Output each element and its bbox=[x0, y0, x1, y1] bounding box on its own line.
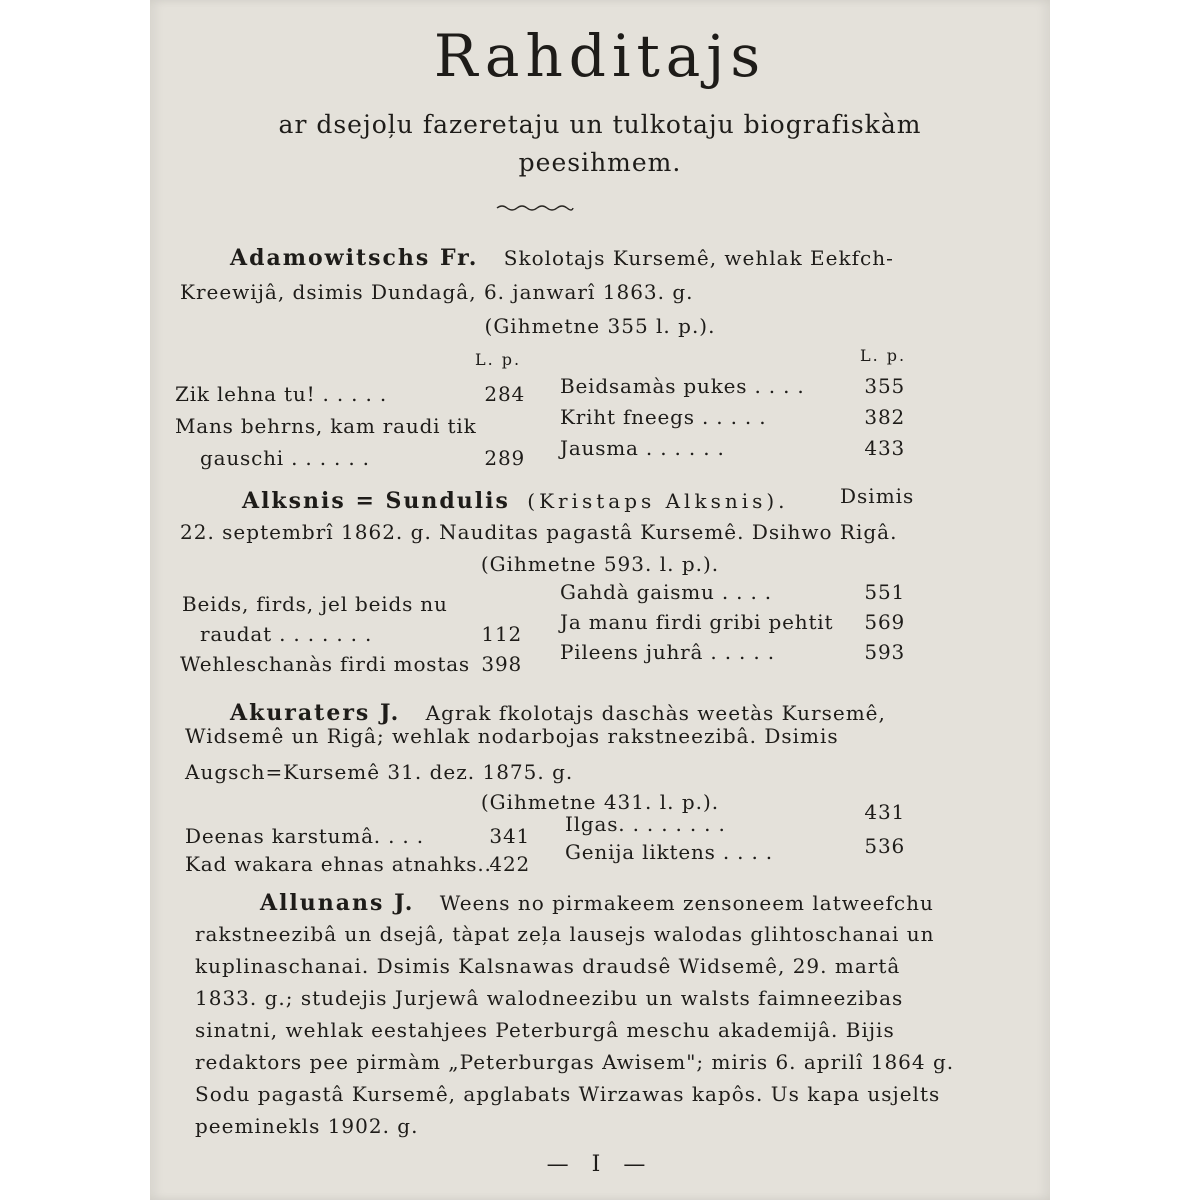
toc-entry[interactable] bbox=[200, 446, 525, 470]
entry-title: Beids, firds, jel beids nu bbox=[182, 592, 448, 616]
bio-text: Skolotajs Kursemê, wehlak Eekfch- bbox=[503, 246, 894, 270]
author-name-allunans: Allunans J. bbox=[260, 890, 415, 916]
bio-text: rakstneezibâ un dsejâ, tàpat zeļa lausejs walodas glihtoschanai un bbox=[195, 922, 935, 946]
toc-entry[interactable] bbox=[180, 652, 522, 676]
entry-page: 433 bbox=[864, 436, 905, 460]
entry-page: 398 bbox=[481, 652, 522, 676]
bio-text: Augsch=Kursemê 31. dez. 1875. g. bbox=[185, 760, 574, 784]
entry-title: Beidsamàs pukes . . . . bbox=[560, 374, 805, 398]
entry-page: 551 bbox=[864, 580, 905, 604]
bio-text: Dsimis bbox=[840, 484, 915, 508]
toc-entry[interactable] bbox=[200, 622, 522, 646]
entry-title: Ja manu firdi gribi pehtit bbox=[560, 610, 834, 634]
bio-text: peeminekls 1902. g. bbox=[195, 1114, 419, 1138]
entry-title: Wehleschanàs firdi mostas bbox=[180, 652, 470, 676]
toc-entry[interactable] bbox=[560, 436, 905, 460]
reference-text: (Gihmetne 355 l. p.). bbox=[484, 314, 716, 338]
entry-title: Zik lehna tu! . . . . . bbox=[175, 382, 387, 406]
subtitle-line-1: ar dsejoļu fazeretaju un tulkotaju biografiskàm bbox=[278, 110, 922, 139]
entry-page: 289 bbox=[484, 446, 525, 470]
reference-text: (Gihmetne 593. l. p.). bbox=[480, 552, 720, 576]
entry-page: 569 bbox=[864, 610, 905, 634]
entry-page: 422 bbox=[489, 852, 530, 876]
page-title: Rahditajs bbox=[433, 22, 767, 90]
entry-title: Kriht fneegs . . . . . bbox=[560, 405, 767, 429]
author-name-alksnis-sundulis: Alksnis = Sundulis bbox=[242, 488, 510, 514]
entry-title: Mans behrns, kam raudi tik bbox=[175, 414, 477, 438]
page-column-header: L. p. bbox=[475, 350, 522, 369]
bio-text: Widsemê un Rigâ; wehlak nodarbojas rakstneezibâ. Dsimis bbox=[185, 724, 839, 748]
entry-title: Pileens juhrâ . . . . . bbox=[560, 640, 775, 664]
entry-page: 593 bbox=[864, 640, 905, 664]
toc-entry[interactable] bbox=[175, 414, 525, 438]
entry-title: gauschi . . . . . . bbox=[200, 446, 370, 470]
entry-page: 341 bbox=[489, 824, 530, 848]
entry-page: 284 bbox=[484, 382, 525, 406]
bio-text: kuplinaschanai. Dsimis Kalsnawas draudsê Widsemê, 29. martâ bbox=[195, 954, 901, 978]
toc-entry[interactable] bbox=[182, 592, 522, 616]
entry-title: Deenas karstumâ. . . . bbox=[185, 824, 424, 848]
entry-page: 112 bbox=[481, 622, 522, 646]
toc-entry[interactable] bbox=[565, 800, 905, 836]
toc-entry[interactable] bbox=[560, 580, 905, 604]
bio-text: 1833. g.; studejis Jurjewâ walodneezibu un walsts faimneezibas bbox=[195, 986, 904, 1010]
bio-text: Sodu pagastâ Kursemê, apglabats Wirzawas kapôs. Us kapa usjelts bbox=[195, 1082, 941, 1106]
toc-entry[interactable] bbox=[175, 382, 525, 406]
page-number: — I — bbox=[546, 1152, 654, 1177]
bio-text: 22. septembrî 1862. g. Nauditas pagastâ Kursemê. Dsihwo Rigâ. bbox=[180, 520, 898, 544]
entry-page: 431 bbox=[864, 800, 905, 824]
entry-title: Kad wakara ehnas atnahks.. bbox=[185, 852, 492, 876]
entry-title: Ilgas. . . . . . . . bbox=[565, 812, 726, 836]
entry-page: 536 bbox=[864, 834, 905, 858]
entry-page: 355 bbox=[864, 374, 905, 398]
toc-entry[interactable] bbox=[560, 610, 905, 634]
bio-text: redaktors pee pirmàm „Peterburgas Awisem"; miris 6. aprilî 1864 g. bbox=[195, 1050, 955, 1074]
page-column-header: L. p. bbox=[860, 346, 907, 365]
bio-text: Kreewijâ, dsimis Dundagâ, 6. janwarî 1863. g. bbox=[180, 280, 694, 304]
entry-page: 382 bbox=[864, 405, 905, 429]
entry-title: Gahdà gaismu . . . . bbox=[560, 580, 772, 604]
book-page bbox=[150, 0, 1050, 1200]
toc-entry[interactable] bbox=[565, 834, 905, 864]
toc-entry[interactable] bbox=[560, 640, 905, 664]
decorative-wave-rule bbox=[495, 203, 575, 213]
author-name-akuraters: Akuraters J. bbox=[230, 700, 401, 726]
bio-text: Weens no pirmakeem zensoneem latweefchu bbox=[439, 891, 934, 915]
bio-text: Agrak fkolotajs daschàs weetàs Kursemê, bbox=[425, 701, 886, 725]
author-alias: (Kristaps Alksnis). bbox=[527, 489, 789, 513]
toc-entry[interactable] bbox=[560, 374, 905, 398]
toc-entry[interactable] bbox=[560, 405, 905, 429]
author-name-adamowitschs: Adamowitschs Fr. bbox=[230, 245, 479, 271]
toc-entry[interactable] bbox=[185, 824, 530, 848]
reference-text: (Gihmetne 431. l. p.). bbox=[480, 790, 720, 814]
toc-entry[interactable] bbox=[185, 852, 530, 876]
subtitle-line-2: peesihmem. bbox=[518, 148, 682, 177]
entry-title: Genija liktens . . . . bbox=[565, 840, 773, 864]
entry-title: raudat . . . . . . . bbox=[200, 622, 373, 646]
entry-title: Jausma . . . . . . bbox=[560, 436, 725, 460]
bio-text: sinatni, wehlak eestahjees Peterburgâ meschu akademijâ. Bijis bbox=[195, 1018, 895, 1042]
